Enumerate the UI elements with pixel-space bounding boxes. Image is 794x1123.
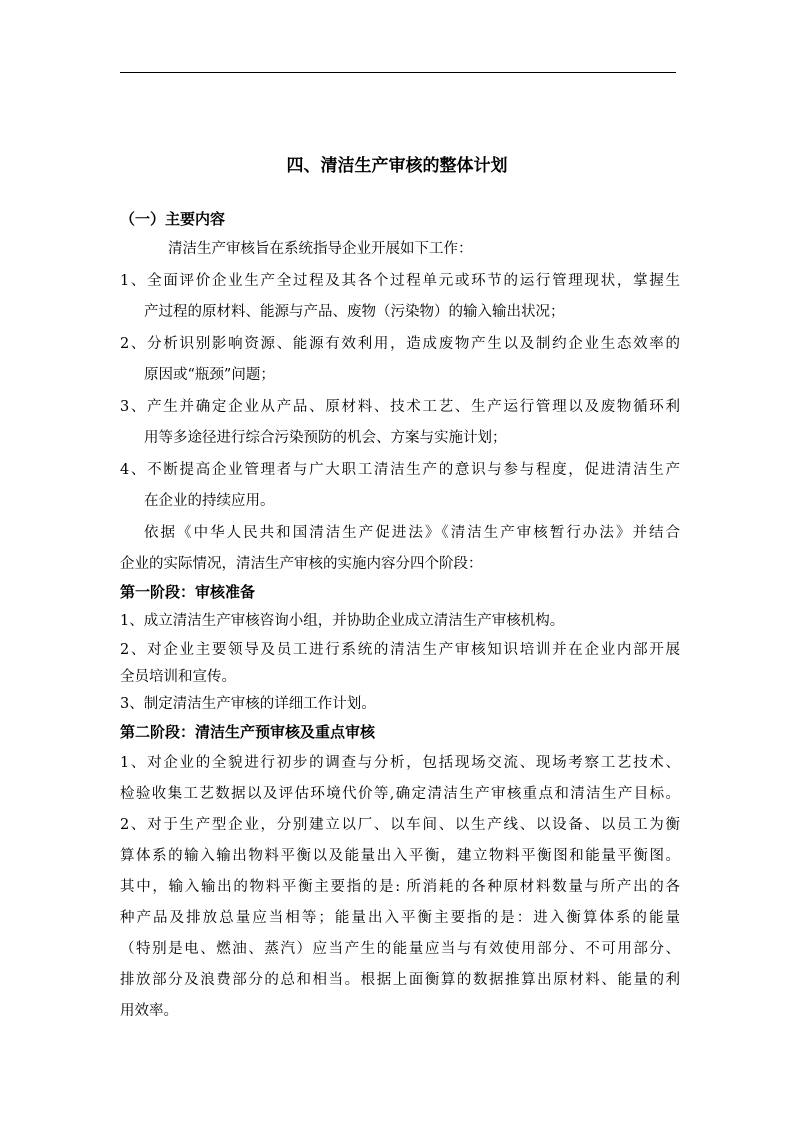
stage2-item-2: 2、对于生产型企业，分别建立以厂、以车间、以生产线、以设备、以员工为衡 — [120, 817, 680, 833]
stage2-item-2-cont: 其中，输入输出的物料平衡主要指的是: 所消耗的各种原材料数量与所产出的各 — [120, 879, 680, 895]
stage1-item-2: 2、对企业主要领导及员工进行系统的清洁生产审核知识培训并在企业内部开展 — [120, 642, 680, 658]
stage-heading-2: 第二阶段：清洁生产预审核及重点审核 — [120, 723, 376, 741]
list-item-1: 1、全面评价企业生产全过程及其各个过程单元或环节的运行管理现状，掌握生 — [120, 273, 680, 289]
list-item-3-cont: 用等多途径进行综合污染预防的机会、方案与实施计划； — [144, 430, 507, 446]
list-item-4-cont: 在企业的持续应用。 — [144, 493, 275, 509]
stage-heading-1: 第一阶段：审核准备 — [120, 583, 256, 601]
stage1-item-2-cont: 全员培训和宣传。 — [120, 669, 236, 685]
list-item-1-cont: 产过程的原材料、能源与产品、废物（污染物）的输入输出状况； — [144, 304, 565, 320]
stage2-item-1: 1、对企业的全貌进行初步的调查与分析，包括现场交流、现场考察工艺技术、 — [120, 755, 680, 771]
paragraph-line: 依据《中华人民共和国清洁生产促进法》《清洁生产审核暂行办法》并结合 — [144, 525, 680, 541]
section-heading: （一）主要内容 — [120, 210, 226, 228]
list-item-4: 4、不断提高企业管理者与广大职工清洁生产的意识与参与程度，促进清洁生产 — [120, 462, 680, 478]
list-item-2: 2、分析识别影响资源、能源有效利用，造成废物产生以及制约企业生态效率的 — [120, 336, 680, 352]
list-item-3: 3、产生并确定企业从产品、原材料、技术工艺、生产运行管理以及废物循环利 — [120, 399, 680, 415]
stage2-item-2-cont: 算体系的输入输出物料平衡以及能量出入平衡，建立物料平衡图和能量平衡图。 — [120, 848, 680, 864]
stage1-item-1: 1、成立清洁生产审核咨询小组，并协助企业成立清洁生产审核机构。 — [120, 613, 565, 629]
page-title: 四、清洁生产审核的整体计划 — [286, 156, 508, 176]
header-rule — [120, 72, 676, 73]
paragraph-line: 企业的实际情况，清洁生产审核的实施内容分四个阶段： — [120, 556, 483, 572]
list-item-2-cont: 原因或“瓶颈”问题； — [144, 367, 275, 383]
stage2-item-1-cont: 检验收集工艺数据以及评估环境代价等,确定清洁生产审核重点和清洁生产目标。 — [120, 786, 680, 802]
stage2-item-2-cont: 排放部分及浪费部分的总和相当。根据上面衡算的数据推算出原材料、能量的利 — [120, 972, 680, 988]
stage1-item-3: 3、制定清洁生产审核的详细工作计划。 — [120, 696, 376, 712]
stage2-item-2-cont: （特别是电、燃油、蒸汽）应当产生的能量应当与有效使用部分、不可用部分、 — [120, 941, 680, 957]
stage2-item-2-cont: 用效率。 — [120, 1003, 178, 1019]
paragraph-line: 清洁生产审核旨在系统指导企业开展如下工作： — [168, 241, 473, 257]
stage2-item-2-cont: 种产品及排放总量应当相等；能量出入平衡主要指的是：进入衡算体系的能量 — [120, 910, 680, 926]
